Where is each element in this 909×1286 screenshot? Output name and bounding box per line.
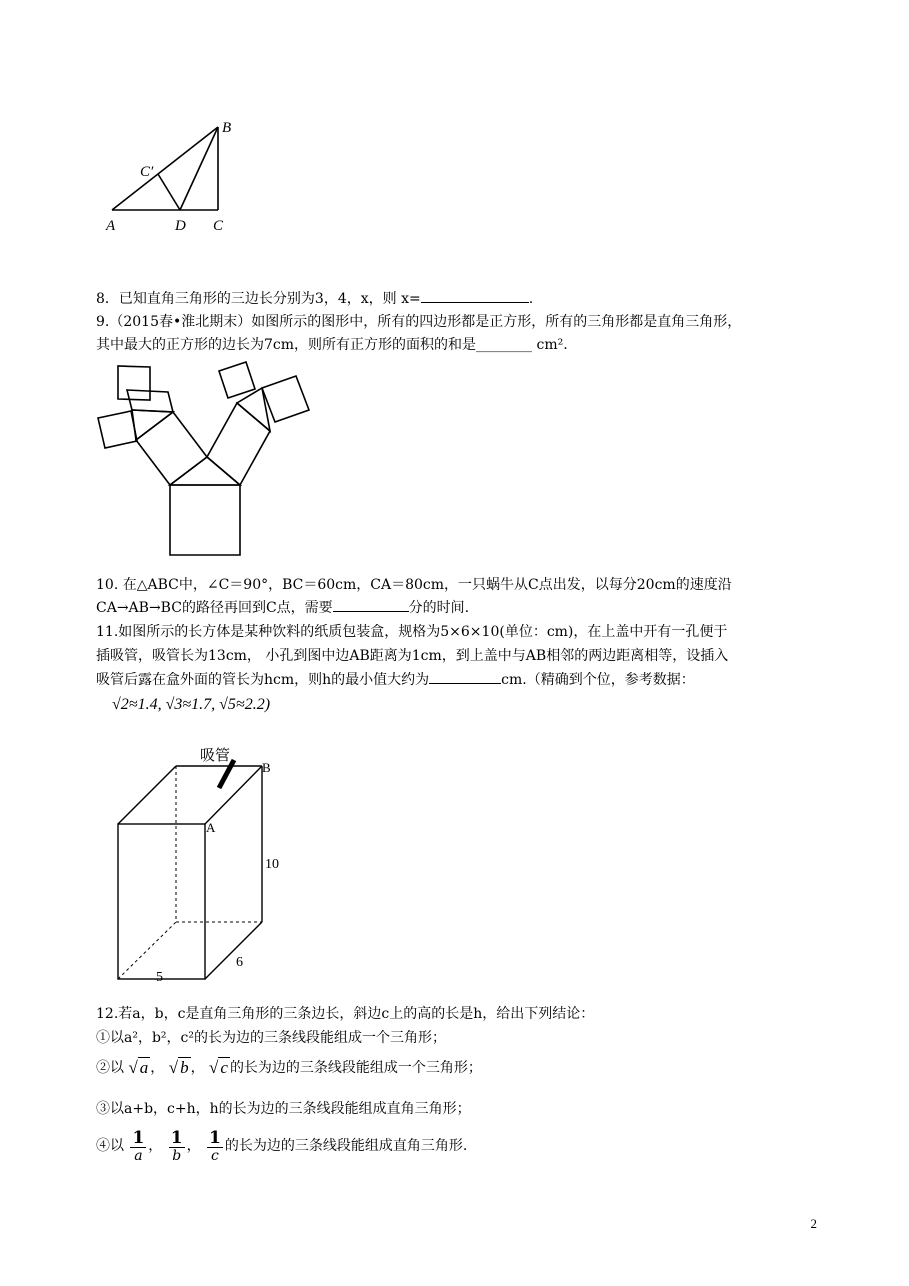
- sqrt-b: √ b: [168, 1058, 189, 1077]
- sqrt-c: √ c: [209, 1058, 228, 1077]
- frac-1-over-c: $\frac{1}{c}$: [209, 1127, 221, 1164]
- label-D: D: [175, 218, 186, 234]
- q11-text-end: cm.（精确到个位，参考数据：: [501, 672, 695, 688]
- question-11-line-2: 插吸管，吸管长为13cm， 小孔到图中边AB距离为1cm，到上盖中与AB相邻的两边距离相等，设插入: [96, 648, 729, 664]
- question-11-line-1: 11.如图所示的长方体是某种饮料的纸质包装盒，规格为5×6×10(单位：cm)，在上盖中开有一孔便于: [96, 624, 728, 640]
- q12-c4-end: 的长为边的三条线段能组成直角三角形.: [224, 1138, 468, 1154]
- q10-text: CA→AB→BC的路径再回到C点，需要: [96, 600, 333, 616]
- label-B: B: [222, 120, 232, 136]
- question-10-line-2: [96, 599, 469, 617]
- q8-text: 8．已知直角三角形的三边长分别为3，4，x，则 x=: [96, 291, 421, 307]
- label-C: C: [213, 218, 224, 234]
- question-8: [96, 290, 533, 308]
- label-A: A: [206, 820, 216, 835]
- q9-answer-blank[interactable]: ________: [476, 337, 533, 353]
- question-9-line-2: [96, 336, 568, 354]
- label-depth: 6: [236, 955, 243, 970]
- frac-1-over-b: $\frac{1}{b}$: [170, 1127, 183, 1164]
- triangle-figure-q7: [100, 112, 250, 237]
- pythagoras-tree-figure: [90, 355, 330, 560]
- label-B: B: [262, 760, 271, 775]
- q9-unit: cm².: [532, 337, 568, 353]
- frac-1-over-a: $\frac{1}{a}$: [132, 1127, 145, 1164]
- label-C-prime: C′: [140, 164, 154, 180]
- label-A: A: [106, 218, 116, 234]
- q11-answer-blank[interactable]: [429, 671, 501, 684]
- straw-label: 吸管: [200, 748, 231, 764]
- q12-conclusion-3: ③以a+b，c+h，h的长为边的三条线段能组成直角三角形；: [96, 1101, 471, 1117]
- q11-reference-data: √2≈1.4, √3≈1.7, √5≈2.2): [112, 696, 271, 713]
- q12-c2-end: 的长为边的三条线段能组成一个三角形；: [229, 1060, 482, 1076]
- q12-c4-start: ④以: [96, 1138, 124, 1154]
- q11-text: 吸管后露在盒外面的管长为hcm，则h的最小值大约为: [96, 672, 430, 688]
- label-width: 5: [156, 970, 163, 985]
- q8-answer-blank[interactable]: [421, 290, 529, 303]
- page-number: 2: [810, 1216, 817, 1231]
- q12-conclusion-4: ④以 $\frac{1}{a}$ ， $\frac{1}{b}$ ， $\frac{1}{c}$ 的长为边的三条线段能组成直角三角形.: [96, 1127, 468, 1164]
- q8-end: .: [528, 291, 534, 307]
- q9-text: 其中最大的正方形的边长为7cm，则所有正方形的面积的和是: [96, 337, 477, 353]
- q10-answer-blank[interactable]: [333, 599, 409, 612]
- straw: [219, 760, 234, 788]
- q12-conclusion-2: ②以 √ a ， √ b ， √ c 的长为边的三条线段能组成一个三角形；: [96, 1050, 482, 1086]
- question-12-intro: 12.若a，b，c是直角三角形的三条边长，斜边c上的高的长是h，给出下列结论：: [96, 1006, 595, 1022]
- q12-conclusion-1: ①以a²，b²，c²的长为边的三条线段能组成一个三角形；: [96, 1030, 446, 1046]
- cuboid-box-figure: [100, 740, 300, 985]
- question-10-line-1: 10. 在△ABC中，∠C＝90°，BC＝60cm，CA＝80cm，一只蜗牛从C点出发，以每分20cm的速度沿: [96, 577, 732, 593]
- q12-c2-start: ②以: [96, 1060, 124, 1076]
- label-height: 10: [265, 857, 279, 872]
- question-9-line-1: 9.（2015春•淮北期末）如图所示的图形中，所有的四边形都是正方形，所有的三角形都是直角三角形，: [96, 314, 742, 330]
- question-11-line-3: [96, 671, 695, 689]
- sqrt-a: √ a: [128, 1058, 149, 1077]
- q10-text-end: 分的时间.: [408, 600, 470, 616]
